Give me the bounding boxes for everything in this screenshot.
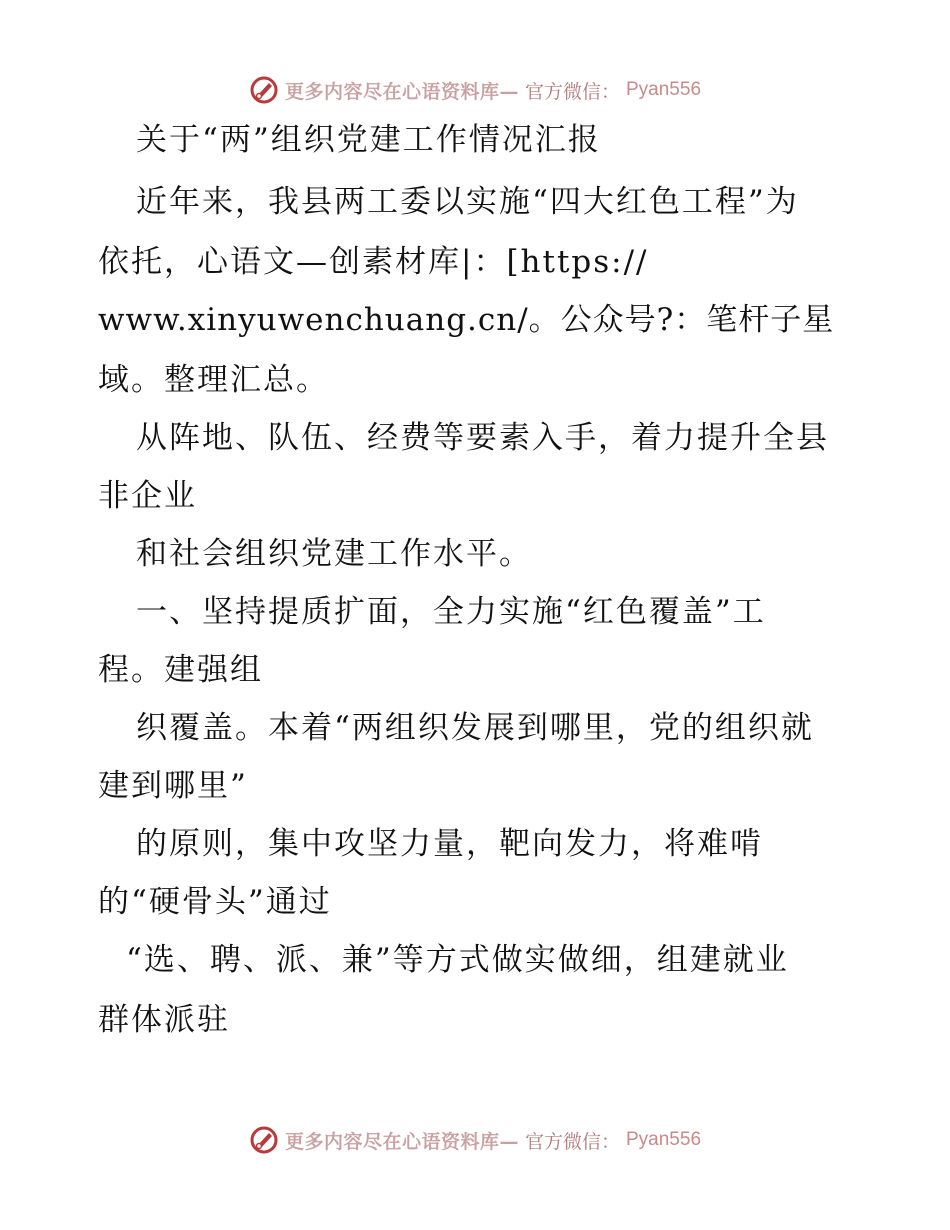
logo-icon [249, 1125, 279, 1155]
header-banner-content [249, 75, 701, 105]
footer-banner-text: 更多内容尽在心语资料库— [284, 1130, 519, 1153]
paragraph-line: 域。整理汇总。 [98, 362, 329, 398]
footer-wechat-id: Pyan556 [626, 1129, 702, 1150]
header-wechat-id: Pyan556 [626, 79, 702, 100]
header-banner-text: 更多内容尽在心语资料库— [284, 80, 519, 103]
logo-icon [249, 75, 279, 105]
paragraph-line: 近年来，我县两工委以实施“四大红色工程”为 [136, 184, 799, 220]
paragraph-line: 的“硬骨头”通过 [98, 884, 332, 920]
paragraph-line: 织覆盖。本着“两组织发展到哪里，党的组织就 [136, 710, 814, 746]
paragraph-line: www.xinyuwenchuang.cn/。公众号?：笔杆子星 [98, 302, 835, 338]
footer-banner-content [249, 1125, 701, 1155]
paragraph-line: 建到哪里” [98, 768, 248, 804]
paragraph-line: 非企业 [98, 478, 197, 514]
footer-banner [0, 1120, 950, 1160]
paragraph-line: 依托，心语文—创素材库|：[https:// [98, 244, 649, 280]
footer-wechat-label: 官方微信： [524, 1130, 620, 1153]
document-title: 关于“两”组织党建工作情况汇报 [136, 122, 601, 158]
paragraph-line: 从阵地、队伍、经费等要素入手，着力提升全县 [136, 420, 829, 456]
paragraph-line: 一、坚持提质扩面，全力实施“红色覆盖”工 [136, 594, 766, 630]
paragraph-line: 和社会组织党建工作水平。 [136, 536, 532, 572]
header-wechat-label: 官方微信： [524, 80, 620, 103]
paragraph-line: “选、聘、派、兼”等方式做实做细，组建就业 [126, 942, 789, 978]
paragraph-line: 的原则，集中攻坚力量，靶向发力，将难啃 [136, 826, 763, 862]
header-banner [0, 70, 950, 110]
paragraph-line: 群体派驻 [98, 1002, 230, 1038]
paragraph-line: 程。建强组 [98, 652, 263, 688]
